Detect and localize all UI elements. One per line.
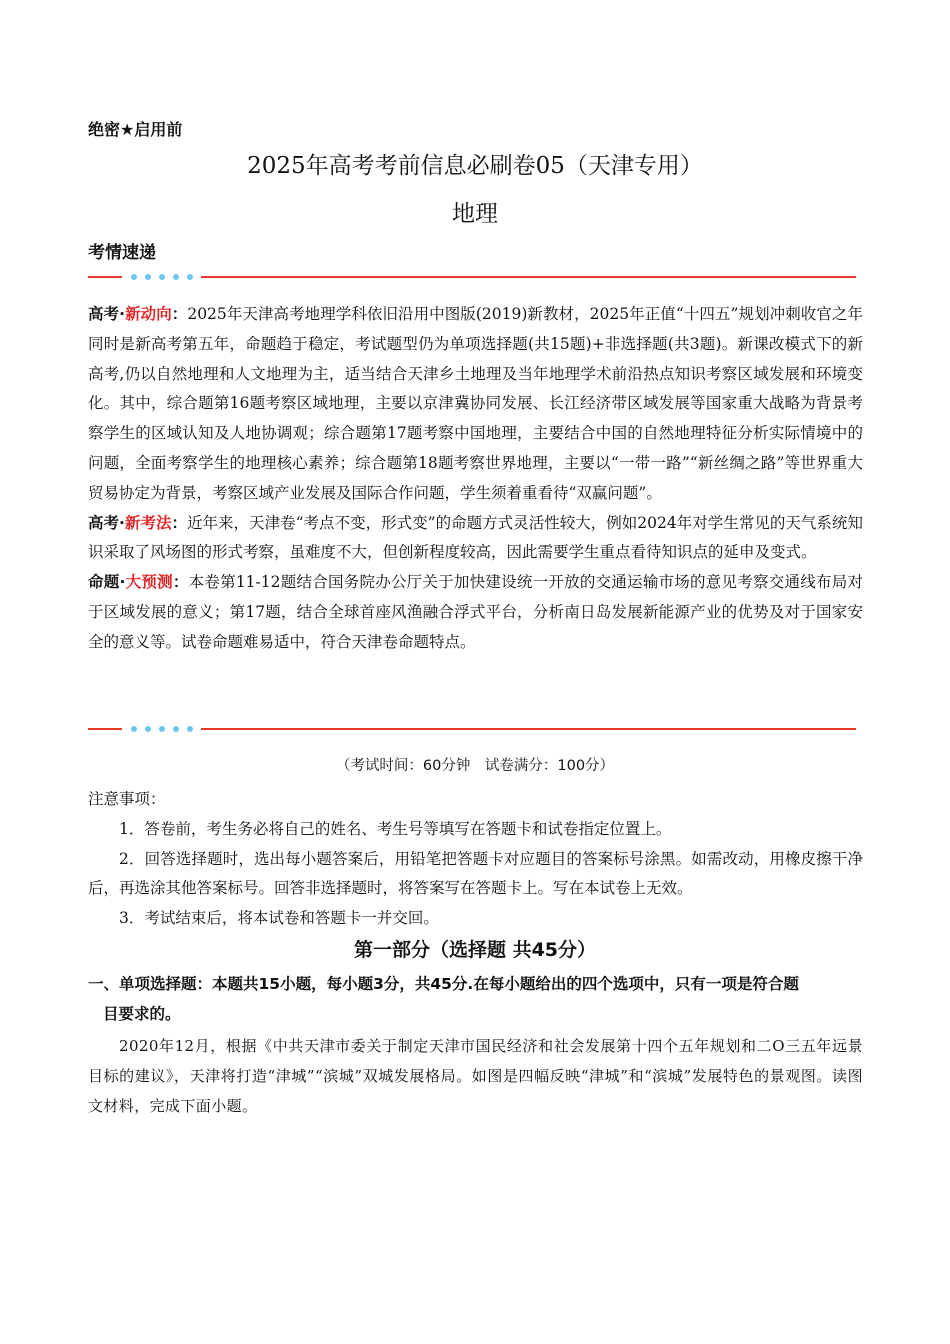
instruction-line: 目要求的。 [103, 1004, 181, 1023]
note-item: 3．考试结束后，将本试卷和答题卡一并交回。 [119, 909, 439, 928]
subject-title: 地理 [452, 201, 498, 227]
paper-title: 2025年高考考前信息必刷卷05（天津专用） [247, 153, 703, 179]
section-title: 考情速递 [88, 243, 156, 263]
intro-block [88, 300, 863, 658]
question-passage: 2020年12月，根据《中共天津市委关于制定天津市国民经济和社会发展第十四个五年规划和二O三五年远景目标的建议》，天津将打造“津城”“滨城”双城发展格局。如图是四幅反映“津城”和“滨城”发展特色的景观图。读图文材料，完成下面小题。 [88, 1037, 863, 1115]
top-divider [88, 272, 856, 282]
bottom-divider [88, 724, 856, 734]
part-one-title: 第一部分（选择题 共45分） [353, 939, 597, 961]
instruction-line: 一、单项选择题：本题共15小题，每小题3分，共45分.在每小题给出的四个选项中，只有一项是符合题 [88, 975, 799, 993]
exam-info: （考试时间：60分钟 试卷满分：100分） [335, 758, 615, 774]
intro-paragraph-method: 高考·新考法：近年来，天津卷“考点不变，形式变”的命题方式灵活性较大，例如2024年对学生常见的天气系统知识采取了风场图的形式考察，虽难度不大，但创新程度较高，因此需要学生重点看待知识点的延申及变式。 [88, 513, 863, 562]
intro-paragraph-prediction: 命题·大预测：本卷第11-12题结合国务院办公厅关于加快建设统一开放的交通运输市场的意见考察交通线布局对于区域发展的意义；第17题，结合全球首座风渔融合浮式平台，分析南日岛发展新能源产业的优势及对于国家安全的意义等。试卷命题难易适中，符合天津卷命题特点。 [88, 573, 863, 651]
dots-ornament [131, 272, 201, 282]
note-item: 2．回答选择题时，选出每小题答案后，用铅笔把答题卡对应题目的答案标号涂黑。如需改动，用橡皮擦干净后，再选涂其他答案标号。回答非选择题时，将答案写在答题卡上。写在本试卷上无效。 [88, 849, 863, 898]
question-instruction [88, 970, 863, 1030]
intro-paragraph-trend: 高考·新动向：2025年天津高考地理学科依旧沿用中图版(2019)新教材，2025年正值“十四五”规划冲刺收官之年同时是新高考第五年，命题趋于稳定，考试题型仍为单项选择题(共15题)+非选择题(共3题)。新课改模式下的新高考,仍以自然地理和人文地理为主，适当结合天津乡土地理及当年地理学术前沿热点知识考察区域发展和环境变化。其中，综合题第16题考察区域地理，主要以京津冀协同发展、长江经济带区域发展等国家重大战略为背景考察学生的区域认知及人地协调观；综合题第17题考察中国地理，主要结合中国的自然地理特征分析实际情境中的问题，全面考察学生的地理核心素养；综合题第18题考察世界地理，主要以“一带一路”“新丝绸之路”等世界重大贸易协定为背景，考察区域产业发展及国际合作问题，学生须着重看待“双赢问题”。 [88, 305, 863, 502]
dots-ornament [131, 724, 201, 734]
notes-heading: 注意事项： [88, 790, 166, 808]
confidential-label: 绝密★启用前 [88, 120, 183, 139]
notes-block [88, 785, 863, 934]
note-item: 1．答卷前，考生务必将自己的姓名、考生号等填写在答题卡和试卷指定位置上。 [119, 819, 672, 838]
